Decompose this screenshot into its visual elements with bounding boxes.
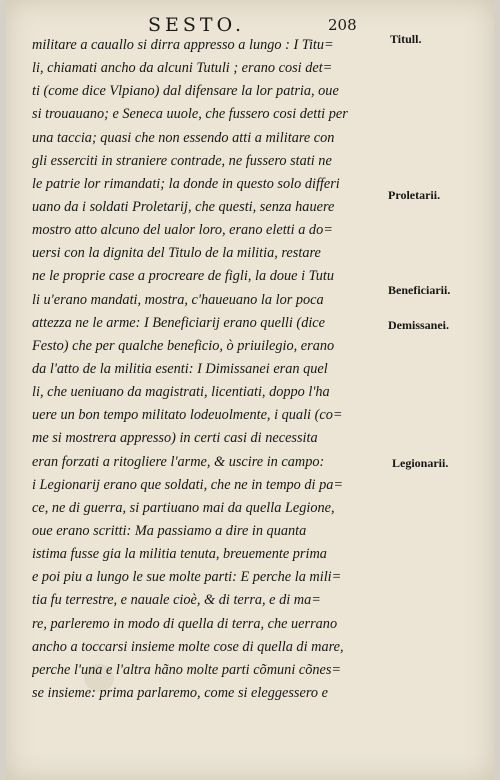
text-line: militare a cauallo si dirra appresso a lungo : I Titu=	[32, 37, 334, 53]
marginal-note: Legionarii.	[392, 456, 449, 470]
body-text	[32, 34, 384, 705]
text-line: oue erano scritti: Ma passiamo a dire in quanta	[32, 522, 307, 539]
text-line: me si mostrera appresso) in certi casi di necessita	[32, 430, 318, 447]
text-line: si trouauano; e Seneca uuole, che fussero cosi detti per	[32, 106, 348, 123]
text-line: ne le proprie case a procreare de figli, la doue i Tutu	[32, 268, 335, 285]
text-line: da l'atto de la militia esenti: I Dimissanei eran quel	[32, 360, 328, 377]
marginal-note: Demissanei.	[388, 318, 449, 332]
page-number: 208	[328, 16, 357, 34]
text-line: li, chiamati ancho da alcuni Tutuli ; erano cosi det=	[32, 60, 333, 77]
marginal-note: Titull.	[390, 32, 422, 46]
text-line: uano da i soldati Proletarij, che questi, senza hauere	[32, 198, 335, 215]
text-line: eran forzati a ritogliere l'arme, & uscire in campo:	[32, 453, 325, 470]
text-line: i Legionarij erano que soldati, che ne in tempo di pa=	[32, 476, 344, 493]
text-line: mostro atto alcuno del ualor loro, erano eletti a do=	[32, 222, 333, 239]
text-line: le patrie lor rimandati; la donde in questo solo differi	[32, 175, 340, 192]
text-line: attezza ne le arme: I Beneficiarij erano quelli (dice	[32, 314, 326, 331]
text-line: uere un bon tempo militato lodeuolmente, i quali (co=	[32, 407, 343, 424]
text-line: tia fu terrestre, e nauale cioè, & di terra, e di ma=	[32, 592, 321, 609]
text-line: li u'erano mandati, mostra, c'haueuano la lor poca	[32, 291, 324, 308]
text-line: ancho a toccarsi insieme molte cose di quella di mare,	[32, 638, 344, 655]
marginal-note: Proletarii.	[388, 188, 441, 202]
text-line: re, parleremo in modo di quella di terra, che uerrano	[32, 615, 338, 632]
running-head: SESTO.	[148, 14, 246, 36]
text-line: uersi con la dignita del Titulo de la militia, restare	[32, 245, 321, 262]
text-line: istima fusse gia la militia tenuta, breuemente prima	[32, 546, 327, 563]
text-line: Festo) che per qualche beneficio, ò priuilegio, erano	[32, 337, 335, 354]
marginal-notes	[388, 0, 498, 780]
text-line: ti (come dice Vlpiano) dal difensare la lor patria, oue	[32, 83, 339, 100]
text-line: perche l'una e l'altra hãno molte parti cõmuni cõnes=	[32, 661, 342, 678]
text-line: li, che ueniuano da magistrati, licentiati, doppo l'ha	[32, 384, 330, 401]
text-line: e poi piu a lungo le sue molte parti: E perche la mili=	[32, 569, 342, 586]
text-line: una taccia; quasi che non essendo atti a militare con	[32, 129, 335, 146]
marginal-note: Beneficiarii.	[388, 283, 451, 297]
text-line: gli esserciti in straniere contrade, ne fussero stati ne	[32, 152, 332, 169]
text-line: ce, ne di guerra, si partiuano mai da quella Legione,	[32, 499, 335, 516]
text-line: se insieme: prima parlaremo, come si eleggessero e	[32, 684, 328, 701]
